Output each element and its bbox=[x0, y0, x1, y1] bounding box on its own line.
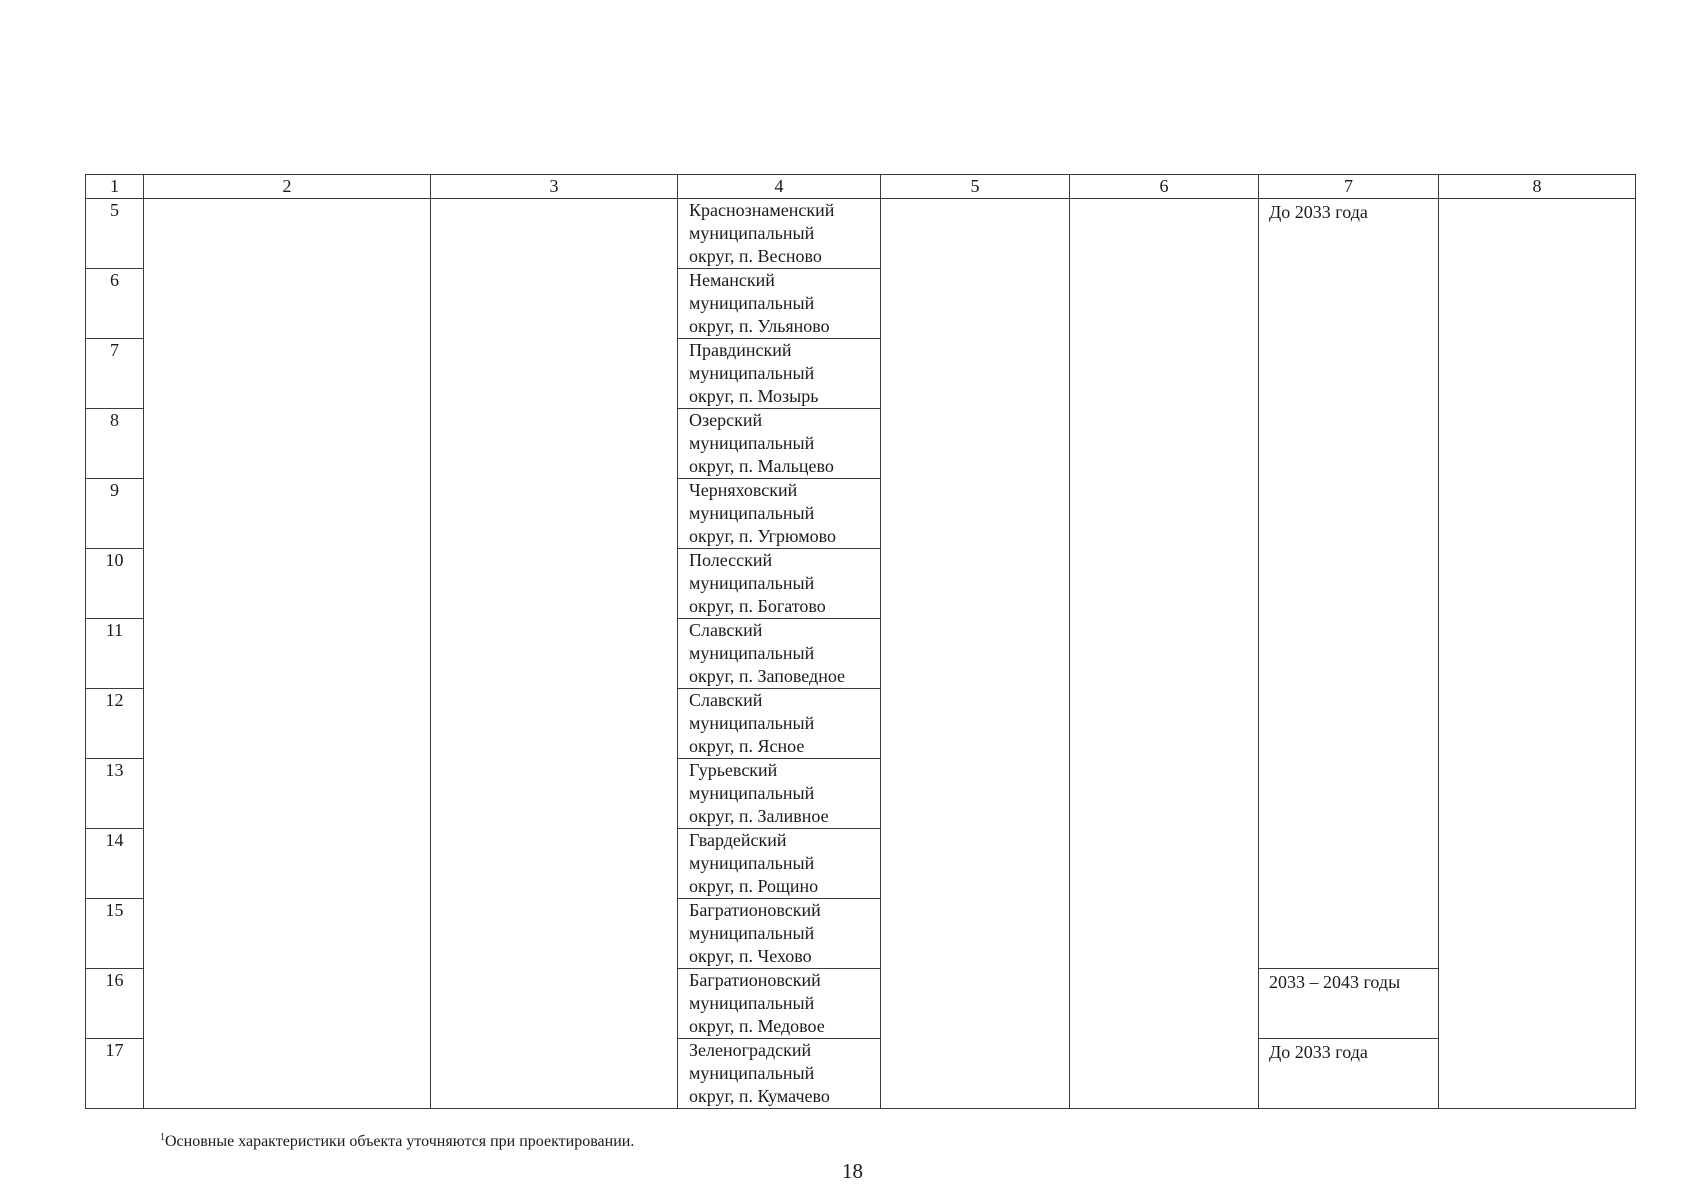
column-2-cell bbox=[144, 199, 431, 1109]
page-number: 18 bbox=[842, 1159, 863, 1183]
location-cell: Славский муниципальный округ, п. Заповедное bbox=[678, 619, 881, 689]
header-cell-7: 7 bbox=[1259, 175, 1439, 199]
footnote-marker: 1 bbox=[160, 1132, 165, 1143]
row-number: 17 bbox=[86, 1039, 144, 1109]
column-3-cell bbox=[431, 199, 678, 1109]
location-cell: Гурьевский муниципальный округ, п. Заливное bbox=[678, 759, 881, 829]
header-cell-2: 2 bbox=[144, 175, 431, 199]
row-number: 12 bbox=[86, 689, 144, 759]
data-table bbox=[85, 174, 1636, 1109]
location-cell: Багратионовский муниципальный округ, п. Медовое bbox=[678, 969, 881, 1039]
header-cell-6: 6 bbox=[1070, 175, 1259, 199]
table-row bbox=[86, 199, 1636, 269]
row-number: 10 bbox=[86, 549, 144, 619]
footnote bbox=[160, 1128, 634, 1152]
location-cell: Славский муниципальный округ, п. Ясное bbox=[678, 689, 881, 759]
location-cell: Озерский муниципальный округ, п. Мальцево bbox=[678, 409, 881, 479]
row-number: 16 bbox=[86, 969, 144, 1039]
header-row bbox=[86, 175, 1636, 199]
row-number: 13 bbox=[86, 759, 144, 829]
row-number: 15 bbox=[86, 899, 144, 969]
header-cell-8: 8 bbox=[1439, 175, 1636, 199]
header-cell-3: 3 bbox=[431, 175, 678, 199]
location-cell: Полесский муниципальный округ, п. Богатово bbox=[678, 549, 881, 619]
location-cell: Черняховский муниципальный округ, п. Угрюмово bbox=[678, 479, 881, 549]
location-cell: Багратионовский муниципальный округ, п. Чехово bbox=[678, 899, 881, 969]
period-cell: До 2033 года bbox=[1259, 1039, 1439, 1109]
column-6-cell bbox=[1070, 199, 1259, 1109]
location-cell: Зеленоградский муниципальный округ, п. Кумачево bbox=[678, 1039, 881, 1109]
location-cell: Правдинский муниципальный округ, п. Мозырь bbox=[678, 339, 881, 409]
row-number: 9 bbox=[86, 479, 144, 549]
row-number: 11 bbox=[86, 619, 144, 689]
header-cell-5: 5 bbox=[881, 175, 1070, 199]
row-number: 14 bbox=[86, 829, 144, 899]
row-number: 8 bbox=[86, 409, 144, 479]
row-number: 5 bbox=[86, 199, 144, 269]
location-cell: Гвардейский муниципальный округ, п. Рощино bbox=[678, 829, 881, 899]
header-cell-1: 1 bbox=[86, 175, 144, 199]
period-cell: 2033 – 2043 годы bbox=[1259, 969, 1439, 1039]
row-number: 6 bbox=[86, 269, 144, 339]
header-cell-4: 4 bbox=[678, 175, 881, 199]
column-5-cell bbox=[881, 199, 1070, 1109]
location-cell: Неманский муниципальный округ, п. Ульяново bbox=[678, 269, 881, 339]
footnote-text: Основные характеристики объекта уточняются при проектировании. bbox=[165, 1133, 635, 1150]
row-number: 7 bbox=[86, 339, 144, 409]
column-8-cell bbox=[1439, 199, 1636, 1109]
period-cell: До 2033 года bbox=[1259, 199, 1439, 969]
location-cell: Краснознаменский муниципальный округ, п. Весново bbox=[678, 199, 881, 269]
